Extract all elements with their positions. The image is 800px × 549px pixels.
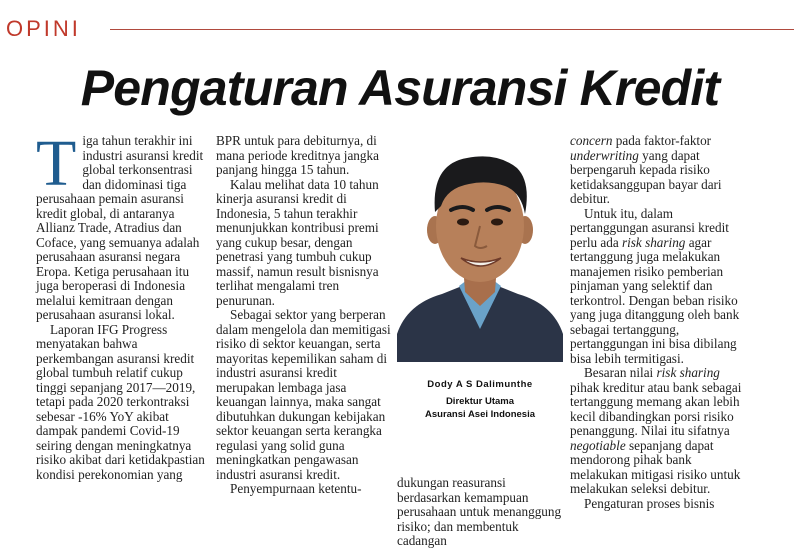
drop-cap: T	[36, 127, 77, 200]
article-paragraph	[36, 127, 211, 323]
paragraph-text: iga tahun terakhir ini industri asuransi kredit global terkonsentrasi dan didominasi tiga perusahaan pemain asuransi kredit global, di antaranya Allianz Trade, Atradius dan Coface, yang semuanya adalah perusahaan asuransi negara Eropa. Ketiga perusahaan itu juga beroperasi di Indonesia melalui kemitraan dengan perusahaan asuransi lokal.	[36, 133, 204, 322]
article-column-2	[216, 134, 392, 497]
paragraph-text: Besaran nilai	[584, 365, 657, 380]
article-paragraph	[570, 366, 746, 497]
author-title-line-2: Asuransi Asei Indonesia	[425, 409, 535, 420]
paragraph-text: pihak kreditur atau bank sebagai tertanggung memang akan lebih kecil dibandingkan porsi risiko penanggung. Nilai itu sifatnya	[570, 379, 742, 438]
article-paragraph	[570, 134, 746, 207]
article-paragraph: BPR untuk para debiturnya, di mana periode kreditnya jangka panjang hingga 15 tahun.	[216, 133, 379, 177]
article-column-4	[570, 134, 746, 511]
article-paragraph: Pengaturan proses bisnis	[584, 495, 715, 511]
author-photo	[397, 134, 563, 362]
italic-term: concern	[570, 133, 613, 148]
article-column-1	[36, 127, 211, 482]
left-eye	[457, 219, 469, 226]
italic-term: underwriting	[570, 147, 639, 163]
paragraph-text: yang dapat berpengaruh kepada risiko ketidaksanggupan bayar dari debitur.	[570, 147, 722, 206]
author-title	[397, 395, 563, 421]
italic-term: risk sharing	[622, 234, 686, 250]
right-eye	[491, 219, 503, 226]
article-paragraph: dukungan reasuransi berdasarkan kemampuan perusahaan untuk menanggung risiko; dan membentuk cadangan	[397, 475, 562, 548]
section-divider	[110, 29, 794, 30]
article-paragraph: Kalau melihat data 10 tahun kinerja asuransi kredit di Indonesia, 5 tahun terakhir menunjukkan kontribusi premi yang cukup besar, dengan penetrasi yang tumbuh cukup massif, namun result bisnisnya terlihat mengalami tren penurunan.	[216, 176, 379, 308]
author-portrait	[397, 134, 563, 362]
article-paragraph	[570, 207, 746, 367]
paragraph-text: pada faktor-faktor	[612, 133, 712, 148]
headline: Pengaturan Asuransi Kredit	[80, 60, 720, 116]
section-label: OPINI	[6, 16, 81, 41]
paragraph-text: agar tertanggung juga melakukan manajemen risiko pemberian pinjaman yang selektif dan terkontrol. Dengan beban risiko yang juga ditanggung oleh bank sebagai tertanggung, pertanggungan ini bisa dibilang bisa lebih termitigasi.	[570, 234, 740, 366]
paragraph-text: Untuk itu, dalam pertanggungan asuransi kredit perlu ada	[570, 205, 729, 250]
italic-term: negotiable	[570, 437, 626, 453]
paragraph-text: sepanjang dapat mendorong pihak bank melakukan mitigasi risiko untuk melakukan seleksi debitur.	[570, 437, 741, 496]
article-paragraph: Penyempurnaan ketentu-	[230, 481, 362, 496]
article-paragraph: Sebagai sektor yang berperan dalam mengelola dan memitigasi risiko di sektor keuangan, serta mayoritas kepemilikan saham di industri asuransi kredit merupakan lembaga jasa keuangan lainnya, maka sangat dibutuhkan dukungan kebijakan sektor keuangan serta kerangka regulasi yang solid guna meningkatkan pengawasan industri asuransi kredit.	[216, 307, 391, 482]
article-column-3	[397, 476, 563, 549]
author-name: Dody A S Dalimunthe	[427, 379, 533, 390]
italic-term: risk sharing	[656, 365, 720, 380]
author-title-line-1: Direktur Utama	[445, 396, 515, 407]
article-paragraph: Laporan IFG Progress menyatakan bahwa perkembangan asuransi kredit global tumbuh relatif cukup tinggi sepanjang 2017—2019, tetapi pada 2020 terkontraksi sebesar -16% YoY akibat dampak pandemi Covid-19 seiring dengan meningkatnya risiko akibat dari ketidakpastian kondisi perekonomian yang	[36, 321, 205, 482]
